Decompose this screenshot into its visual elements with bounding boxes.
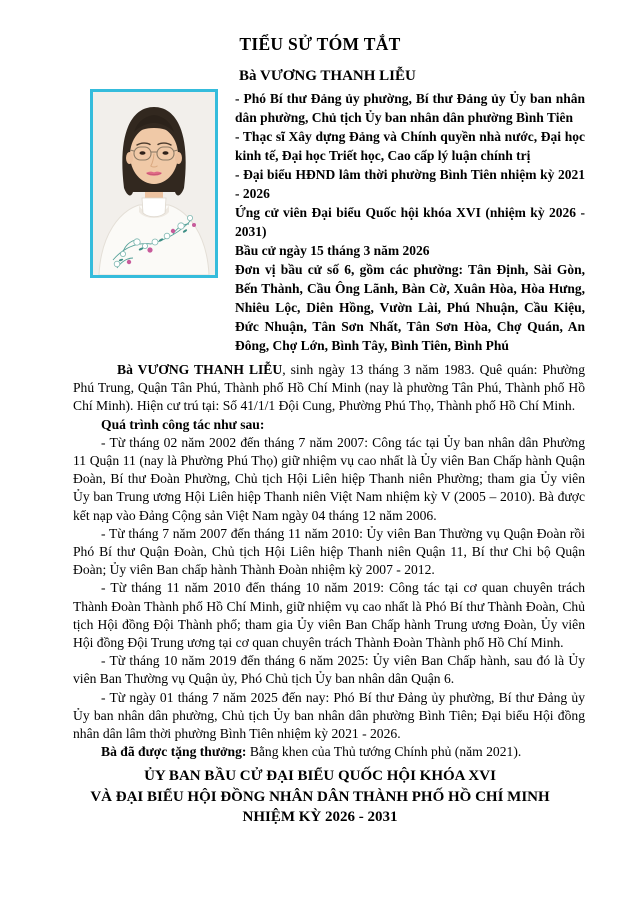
council-membership: - Đại biểu HĐND lâm thời phường Bình Tiên nhiệm kỳ 2021 - 2026 <box>235 167 585 201</box>
footer-line: VÀ ĐẠI BIỂU HỘI ĐỒNG NHÂN DÂN THÀNH PHỐ HỒ CHÍ MINH <box>90 788 550 805</box>
page-title: TIỂU SỬ TÓM TẮT <box>239 34 401 54</box>
career-item: - Từ tháng 7 năm 2007 đến tháng 11 năm 2010: Ủy viên Ban Thường vụ Quận Đoàn rồi Phó Bí thư Quận Đoàn, Chủ tịch Hội Liên hiệp Thanh niên Quận 11, Bí thư Chi bộ Quận Đoàn; Ủy viên Ban chấp hành Thành Đoàn nhiệm kỳ 2007 - 2012. <box>73 525 585 578</box>
candidate-name: Bà VƯƠNG THANH LIỄU <box>239 68 416 84</box>
election-date-line: Bầu cử ngày 15 tháng 3 năm 2026 <box>235 243 430 258</box>
footer-line: ỦY BAN BẦU CỬ ĐẠI BIỂU QUỐC HỘI KHÓA XVI <box>144 768 496 785</box>
career-heading: Quá trình công tác như sau: <box>101 416 265 432</box>
bio-intro-paragraph <box>73 361 585 416</box>
header-section <box>0 68 640 355</box>
portrait-illustration <box>93 92 215 275</box>
career-item: - Từ tháng 10 năm 2019 đến tháng 6 năm 2025: Ủy viên Ban Chấp hành, sau đó là Ủy viên Ban Thường vụ Quận ủy, Phó Chủ tịch Ủy ban nhân dân Quận 6. <box>73 653 585 687</box>
candidate-summary-column <box>235 68 585 355</box>
award-label: Bà đã được tặng thưởng: <box>101 744 247 760</box>
position-summary: - Phó Bí thư Đảng ủy phường, Bí thư Đảng ủy Ủy ban nhân dân phường, Chủ tịch Ủy ban nhân dân phường Bình Tiên <box>235 91 585 125</box>
education-summary: - Thạc sĩ Xây dựng Đảng và Chính quyền nhà nước, Đại học kinh tế, Đại học Triết học, Cao cấp lý luận chính trị <box>235 129 585 163</box>
biography-body <box>0 361 640 761</box>
footer-line: NHIỆM KỲ 2026 - 2031 <box>242 809 398 826</box>
bio-intro-text: , sinh ngày 13 tháng 3 năm 1983. Quê quán: Phường Phú Trung, Quận Tân Phú, Thành phố Hồ Chí Minh (nay là phường Tân Phú, Thành phố Hồ Chí Minh). Hiện cư trú tại: Số 41/1/1 Đội Cung, Phường Phú Thọ, Thành phố Hồ Chí Minh. <box>73 362 585 414</box>
candidate-photo <box>90 89 218 278</box>
career-item: - Từ tháng 02 năm 2002 đến tháng 7 năm 2007: Công tác tại Ủy ban nhân dân Phường 11 Quận 11 (nay là Phường Phú Thọ) giữ nhiệm vụ cao nhất là Ủy viên Ban Chấp hành Quận Đoàn, Bí thư Đoàn Phường, Chủ tịch Hội Liên hiệp Thanh niên Phường; tham gia Ủy viên Ủy ban Trung ương Hội Liên hiệp Thanh niên Việt Nam nhiệm kỳ V (2005 – 2010). Bà được kết nạp vào Đảng Cộng sản Việt Nam ngày 04 tháng 12 năm 2006. <box>73 434 585 523</box>
career-item: - Từ ngày 01 tháng 7 năm 2025 đến nay: Phó Bí thư Đảng ủy phường, Bí thư Đảng ủy Ủy ban nhân dân phường, Chủ tịch Ủy ban nhân dân phường Bình Tiên; Đại biểu Hội đồng nhân dân lâm thời phường Bình Tiên nhiệm kỳ 2021 - 2026. <box>73 689 585 742</box>
award-text: Bằng khen của Thủ tướng Chính phủ (năm 2021). <box>246 744 522 760</box>
career-item: - Từ tháng 11 năm 2010 đến tháng 10 năm 2019: Công tác tại cơ quan chuyên trách Thành Đoàn Thành phố Hồ Chí Minh, giữ nhiệm vụ cao nhất là Phó Bí thư Thành Đoàn, Chủ tịch Hội đồng Đội Thành phố; tham gia Ủy viên Ban Chấp hành Trung ương Đoàn, Ủy viên Hội đồng Đội Trung ương tại cơ quan chuyên trách Thành Đoàn Thành phố Hồ Chí Minh. <box>73 580 585 651</box>
award-paragraph <box>73 743 585 761</box>
bio-intro-name: Bà VƯƠNG THANH LIỄU <box>117 362 283 377</box>
candidacy-line: Ứng cử viên Đại biểu Quốc hội khóa XVI (nhiệm kỳ 2026 - 2031) <box>235 205 585 239</box>
issuing-authority-footer <box>0 766 640 828</box>
constituency-list: Đơn vị bầu cử số 6, gồm các phường: Tân Định, Sài Gòn, Bến Thành, Cầu Ông Lãnh, Bàn Cờ, Xuân Hòa, Hòa Hưng, Nhiêu Lộc, Diên Hồng, Vườn Lài, Phú Nhuận, Cầu Kiệu, Đức Nhuận, Tân Sơn Nhất, Tân Sơn Hòa, Chợ Quán, An Đông, Chợ Lớn, Bình Tây, Bình Tiên, Bình Phú <box>235 262 585 353</box>
